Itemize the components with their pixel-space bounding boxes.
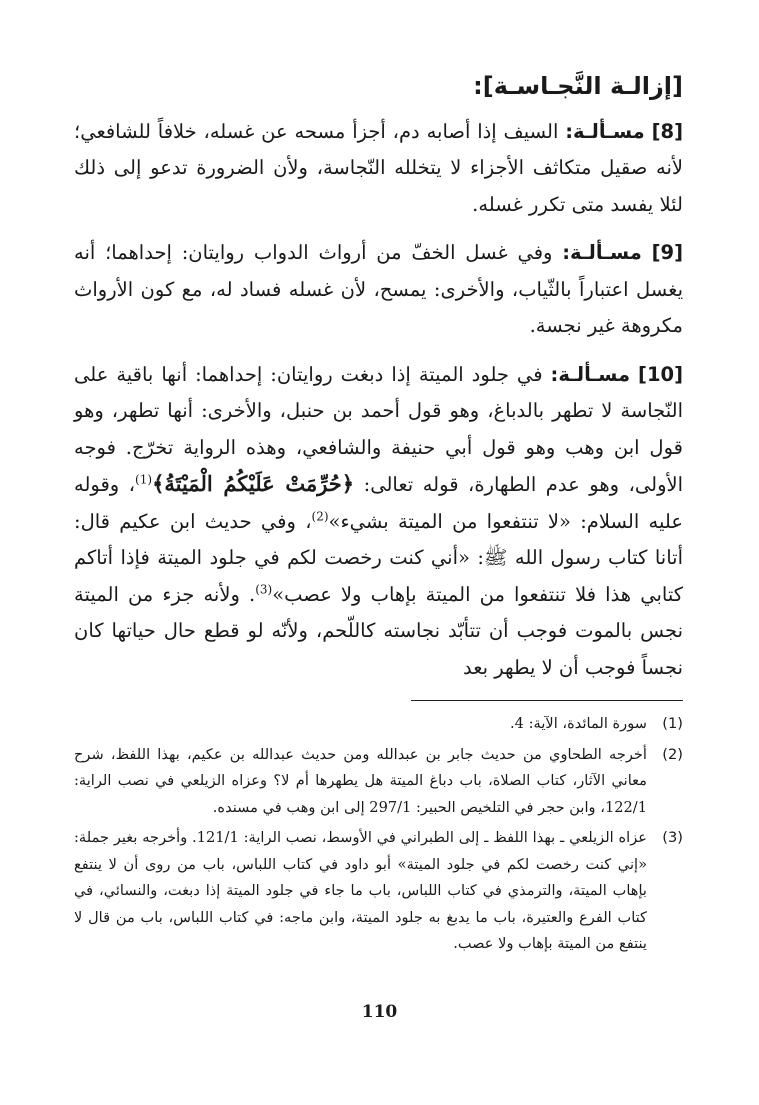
masala-8-number: [8]: [651, 119, 684, 143]
footnote-ref-3[interactable]: (3): [255, 582, 273, 597]
page-number: 110: [361, 1002, 398, 1022]
section-heading: [إزالـة النَّجـاسـة]:: [473, 72, 683, 100]
masala-10-label: مسـألـة:: [550, 362, 631, 386]
footnote-separator: [411, 700, 683, 701]
quran-verse: ﴿حُرِّمَتْ عَلَيْكُمُ الْمَيْتَةُ﴾: [152, 471, 355, 497]
footnotes: [74, 711, 683, 958]
masala-9-text: وفي غسل الخفّ من أرواث الدواب روايتان: إحداهما؛ أنه يغسل اعتباراً بالثّياب، والأخرى: يمسح، لأن غسله فساد له، مع كون الأرواث مكروهة غير نجسة.: [74, 241, 683, 338]
masala-10-text-4: . ولأنه جزء من الميتة نجس بالموت فوجب أن تتأبّد نجاسته كاللّحم، ولأنّه لو قطع حال حياتها كان نجساً فوجب أن لا يطهر بعد: [74, 582, 683, 679]
footnote-text: أخرجه الطحاوي من حديث جابر بن عبدالله ومن حديث عبدالله بن عكيم، بهذا اللفظ، شرح معاني الآثار، كتاب الصلاة، باب دباغ الميتة هل يطهرها أم لا؟ وعزاه الزيلعي في نصب الراية: 122/1، وابن حجر في التلخيص الحبير: 297/1 إلى ابن وهب في مسنده.: [74, 745, 647, 816]
masala-9: [74, 235, 683, 345]
footnote-1: [74, 711, 683, 738]
footnote-3: [74, 825, 683, 958]
masala-10-text-3: ، وفي حديث ابن عكيم قال: أتانا كتاب رسول الله ﷺ: «أني كنت رخصت لكم في جلود الميتة فإذا أتاكم كتابي هذا فلا تنتفعوا من الميتة بإهاب ولا عصب»: [74, 509, 683, 606]
masala-8-text: السيف إذا أصابه دم، أجزأ مسحه عن غسله، خلافاً للشافعي؛ لأنه صقيل متكاثف الأجزاء لا يتخلله النّجاسة، ولأن الضرورة تدعو إلى ذلك لئلا يفسد متى تكرر غسله.: [74, 119, 683, 216]
masala-8-label: مسـألـة:: [565, 119, 645, 143]
footnote-ref-2[interactable]: (2): [311, 509, 329, 524]
footnote-number: (2): [662, 745, 683, 763]
masala-9-number: [9]: [651, 241, 683, 265]
footnote-ref-1[interactable]: (1): [135, 472, 153, 487]
masala-10-text-1: في جلود الميتة إذا دبغت روايتان: إحداهما: أنها باقية على النّجاسة لا تطهر بالدباغ، وهو قول أحمد بن حنبل، والأخرى: أنها تطهر، وهو قول ابن وهب وهو قول أبي حنيفة والشافعي، وهذه الرواية تخرّج. فوجه الأولى، وهو عدم الطهارة، قوله تعالى:: [74, 362, 684, 497]
masala-10-text-2: ، وقوله عليه السلام: «لا تنتفعوا من الميتة بشيء»: [74, 473, 683, 533]
masala-9-label: مسـألـة:: [562, 241, 642, 265]
footnote-number: (3): [662, 829, 683, 847]
footnote-2: [74, 742, 683, 822]
masala-10: [74, 357, 683, 687]
footnote-text: عزاه الزيلعي ـ بهذا اللفظ ـ إلى الطبراني في الأوسط، نصب الراية: 121/1. وأخرجه بغير جملة: «إني كنت رخصت لكم في جلود الميتة» أبو داود في كتاب اللباس، باب من روى أن لا ينتفع بإهاب الميتة، والترمذي في كتاب اللباس، باب ما جاء في جلود الميتة إذا دبغت، والنسائي، في كتاب الفرع والعتيرة، باب ما يدبغ به جلود الميتة، وابن ماجه: في كتاب اللباس، باب من قال لا ينتفع من الميتة بإهاب ولا عصب.: [74, 829, 647, 953]
masala-10-number: [10]: [638, 362, 684, 386]
footnote-text: سورة المائدة، الآية: 4.: [510, 715, 647, 733]
footnote-number: (1): [662, 715, 683, 733]
masala-8: [74, 114, 683, 224]
